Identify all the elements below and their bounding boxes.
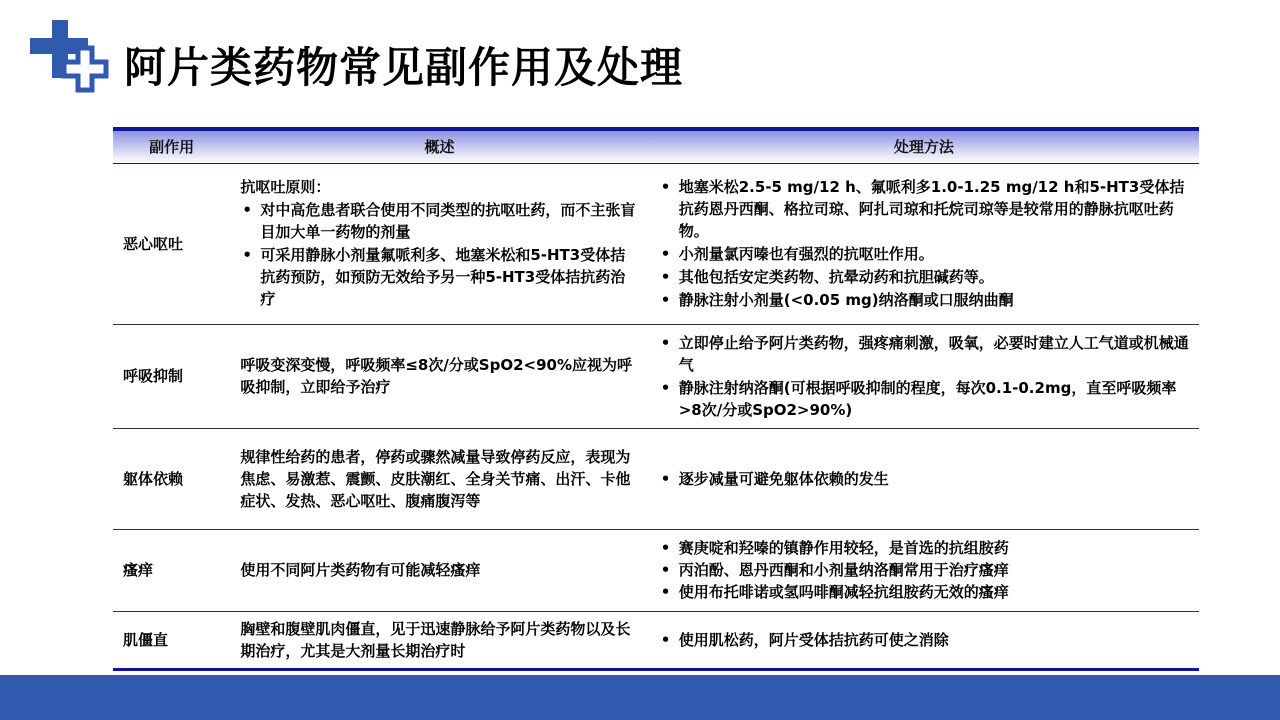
treatment-list bbox=[659, 537, 1189, 603]
footer-bar bbox=[0, 675, 1280, 720]
list-item: • 其他包括安定类药物、抗晕动药和抗胆碱药等。 bbox=[659, 266, 1189, 288]
table-row bbox=[113, 428, 1199, 529]
header-treatment: 处理方法 bbox=[649, 129, 1199, 163]
list-item: • 静脉注射纳洛酮(可根据呼吸抑制的程度，每次0.1-0.2mg，直至呼吸频率>8次/分或SpO2>90%) bbox=[659, 377, 1189, 421]
row-name: 瘙痒 bbox=[113, 529, 230, 611]
overview-cell: 规律性给药的患者，停药或骤然减量导致停药反应，表现为焦虑、易激惹、震颤、皮肤潮红、全身关节痛、出汗、卡他症状、发热、恶心呕吐、腹痛腹泻等 bbox=[230, 428, 648, 529]
row-name: 肌僵直 bbox=[113, 611, 230, 669]
list-item: • 立即停止给予阿片类药物，强疼痛刺激，吸氧，必要时建立人工气道或机械通气 bbox=[659, 332, 1189, 376]
overview-cell: 胸壁和腹壁肌肉僵直，见于迅速静脉给予阿片类药物以及长期治疗，尤其是大剂量长期治疗时 bbox=[230, 611, 648, 669]
treatment-cell bbox=[649, 428, 1199, 529]
treatment-cell bbox=[649, 611, 1199, 669]
header-side-effect: 副作用 bbox=[113, 129, 230, 163]
treatment-cell bbox=[649, 529, 1199, 611]
overview-cell: 呼吸变深变慢，呼吸频率≤8次/分或SpO2<90%应视为呼吸抑制，立即给予治疗 bbox=[230, 324, 648, 428]
table-row bbox=[113, 529, 1199, 611]
table-row bbox=[113, 324, 1199, 428]
side-effects-table bbox=[113, 127, 1199, 671]
header-overview: 概述 bbox=[230, 129, 648, 163]
list-item: • 丙泊酚、恩丹西酮和小剂量纳洛酮常用于治疗瘙痒 bbox=[659, 559, 1189, 581]
row-name: 躯体依赖 bbox=[113, 428, 230, 529]
list-item: • 可采用静脉小剂量氟哌利多、地塞米松和5-HT3受体拮抗药预防，如预防无效给予另一种5-HT3受体拮抗药治疗 bbox=[240, 244, 638, 310]
table-row bbox=[113, 611, 1199, 669]
list-item: • 使用肌松药，阿片受体拮抗药可使之消除 bbox=[659, 629, 1189, 651]
row-name: 呼吸抑制 bbox=[113, 324, 230, 428]
treatment-list bbox=[659, 468, 1189, 490]
medical-cross-icon bbox=[30, 20, 112, 98]
overview-cell: 使用不同阿片类药物有可能减轻瘙痒 bbox=[230, 529, 648, 611]
list-item: • 小剂量氯丙嗪也有强烈的抗呕吐作用。 bbox=[659, 243, 1189, 265]
table-row bbox=[113, 163, 1199, 324]
list-item: • 地塞米松2.5-5 mg/12 h、氟哌利多1.0-1.25 mg/12 h和5-HT3受体拮抗药恩丹西酮、格拉司琼、阿扎司琼和托烷司琼等是较常用的静脉抗呕吐药物。 bbox=[659, 176, 1189, 242]
treatment-cell bbox=[649, 163, 1199, 324]
overview-cell bbox=[230, 163, 648, 324]
overview-list bbox=[240, 199, 638, 310]
row-name: 恶心呕吐 bbox=[113, 163, 230, 324]
list-item: • 使用布托啡诺或氢吗啡酮减轻抗组胺药无效的瘙痒 bbox=[659, 581, 1189, 603]
treatment-list bbox=[659, 176, 1189, 311]
page-title: 阿片类药物常见副作用及处理 bbox=[124, 43, 684, 92]
list-item: • 对中高危患者联合使用不同类型的抗呕吐药，而不主张盲目加大单一药物的剂量 bbox=[240, 199, 638, 243]
list-item: • 静脉注射小剂量(<0.05 mg)纳洛酮或口服纳曲酮 bbox=[659, 289, 1189, 311]
list-item: • 逐步减量可避免躯体依赖的发生 bbox=[659, 468, 1189, 490]
treatment-list bbox=[659, 332, 1189, 421]
treatment-cell bbox=[649, 324, 1199, 428]
overview-intro: 抗呕吐原则： bbox=[240, 178, 331, 196]
table-header-row bbox=[113, 129, 1199, 163]
treatment-list bbox=[659, 629, 1189, 651]
list-item: • 赛庚啶和羟嗪的镇静作用较轻，是首选的抗组胺药 bbox=[659, 537, 1189, 559]
